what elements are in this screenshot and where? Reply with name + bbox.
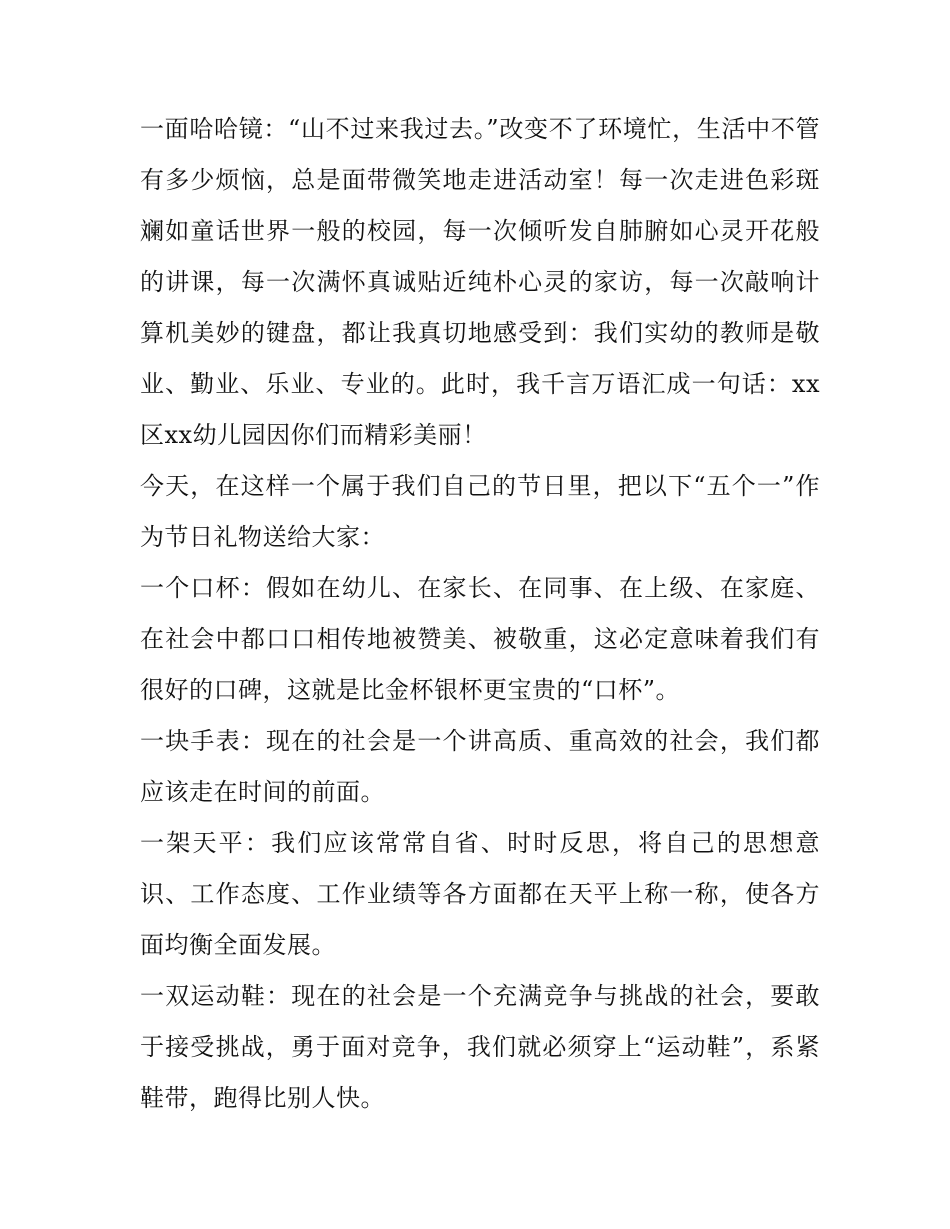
paragraph-haha-mirror: 一面哈哈镜：“山不过来我过去。”改变不了环境忙，生活中不管有多少烦恼，总是面带微笑地走进活动室！每一次走进色彩斑斓如童话世界一般的校园，每一次倾听发自肺腑如心灵开花般的讲课，每一次满怀真诚贴近纯朴心灵的家访，每一次敲响计算机美妙的键盘，都让我真切地感受到：我们实幼的教师是敬业、勤业、乐业、专业的。此时，我千言万语汇成一句话：xx区xx幼儿园因你们而精彩美丽！	[140, 115, 820, 449]
paragraph-watch: 一块手表：现在的社会是一个讲高质、重高效的社会，我们都应该走在时间的前面。	[140, 727, 820, 806]
paragraph-balance: 一架天平：我们应该常常自省、时时反思，将自己的思想意识、工作态度、工作业绩等各方面都在天平上称一称，使各方面均衡全面发展。	[140, 829, 820, 959]
document-body	[140, 104, 820, 1124]
paragraph-sneakers: 一双运动鞋：现在的社会是一个充满竞争与挑战的社会，要敢于接受挑战，勇于面对竞争，我们就必须穿上“运动鞋”，系紧鞋带，跑得比别人快。	[140, 982, 820, 1112]
paragraph-five-gifts-intro: 今天，在这样一个属于我们自己的节日里，把以下“五个一”作为节日礼物送给大家：	[140, 472, 820, 551]
paragraph-cup: 一个口杯：假如在幼儿、在家长、在同事、在上级、在家庭、在社会中都口口相传地被赞美、被敬重，这必定意味着我们有很好的口碑，这就是比金杯银杯更宝贵的“口杯”。	[140, 574, 820, 704]
